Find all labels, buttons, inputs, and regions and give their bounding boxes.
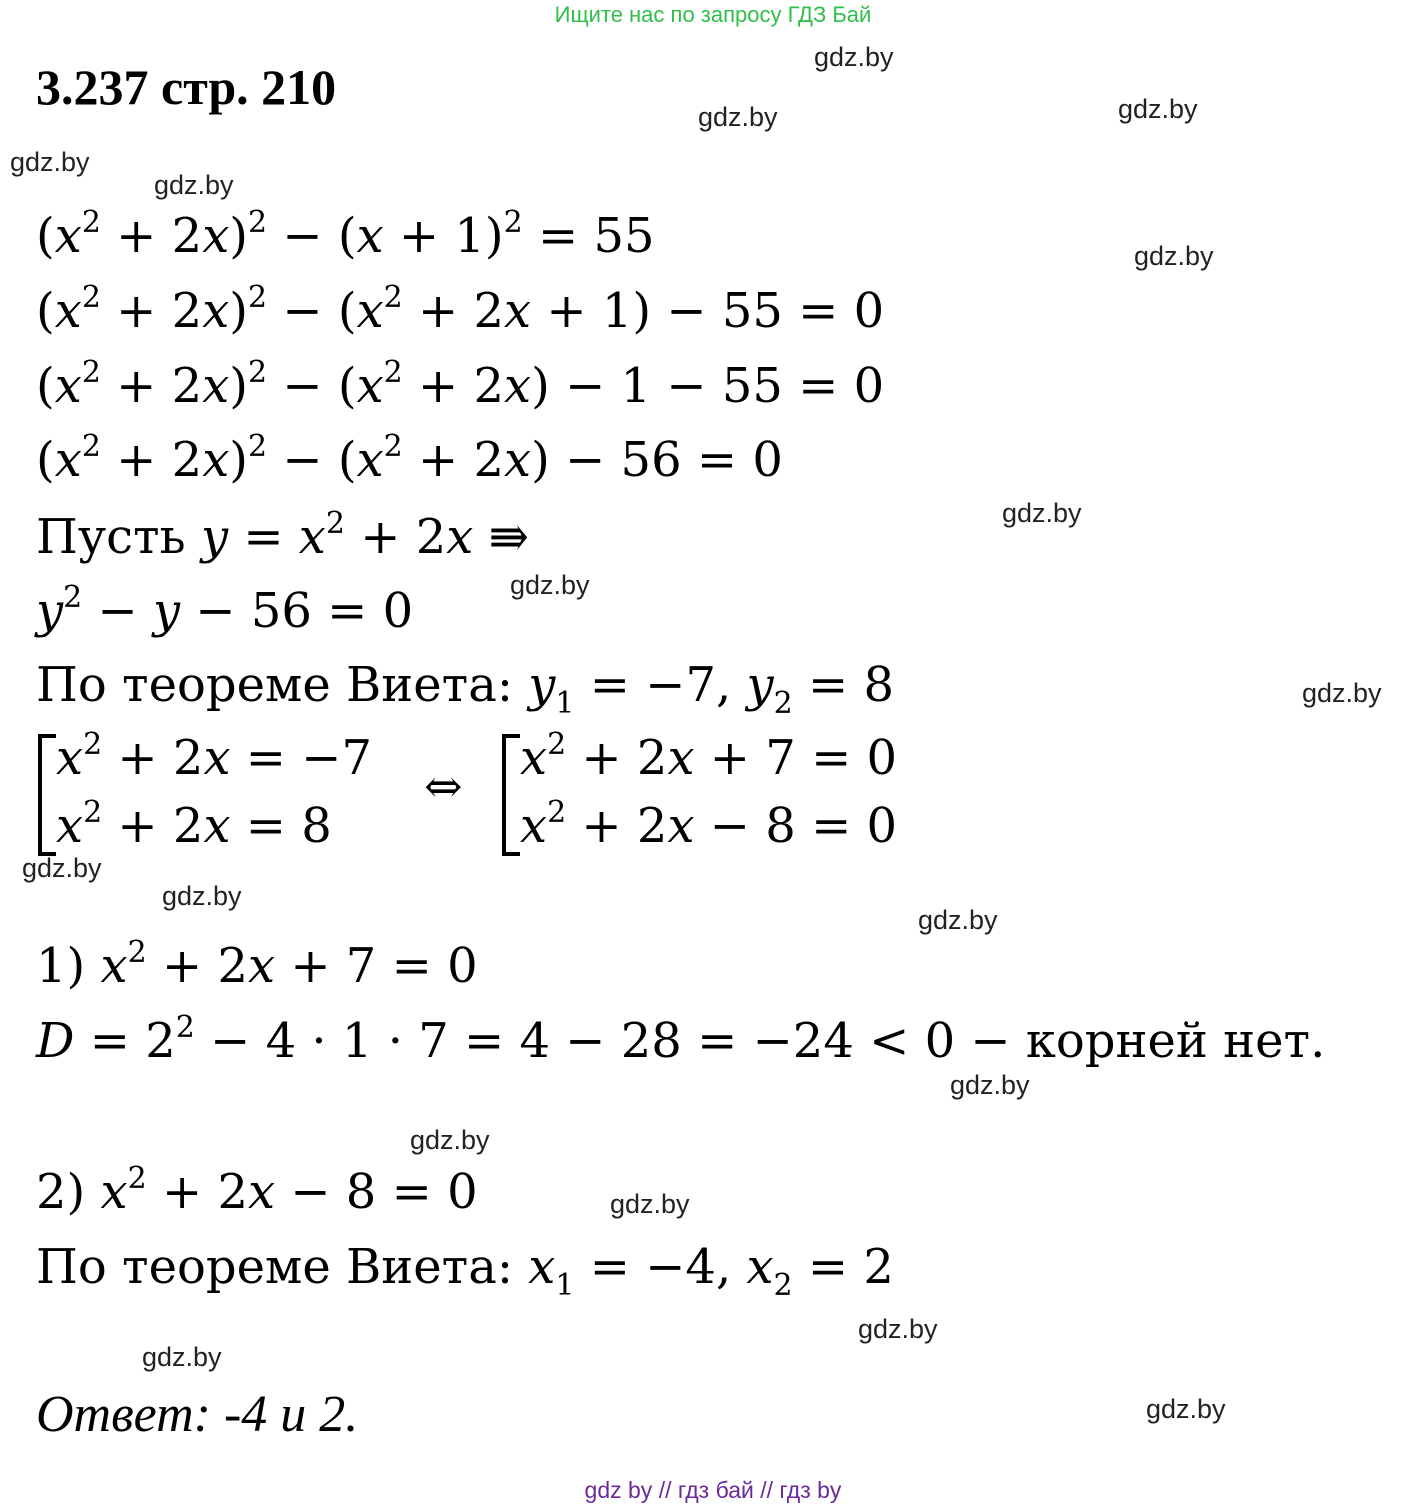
case-1-equation: 1) $x^2 + 2x + 7 = 0$ [36, 935, 478, 994]
answer: Ответ: -4 и 2. [36, 1386, 359, 1443]
left-square-bracket [38, 734, 56, 856]
system-right-top: $x^2 + 2x + 7 = 0$ [520, 727, 898, 786]
vieta-x-line: По теореме Виета: $x_1 = -4$, $x_2 = 2$ [36, 1239, 894, 1303]
watermark: gdz.by [162, 881, 242, 911]
equation-line-1: $(x^2 + 2x)^2 - (x + 1)^2 = 55$ [36, 205, 655, 264]
watermark: gdz.by [1302, 678, 1382, 708]
right-square-bracket [502, 734, 520, 856]
watermark: gdz.by [1002, 498, 1082, 528]
watermark: gdz.by [1134, 241, 1214, 271]
vieta-y-line: По теореме Виета: $y_1 = -7$, $y_2 = 8$ [36, 657, 895, 721]
watermark: gdz.by [1118, 94, 1198, 124]
watermark: gdz.by [154, 170, 234, 200]
watermark: gdz.by [814, 42, 894, 72]
equivalence-icon: ⇔ [424, 759, 463, 813]
substitution-line: Пусть $y = x^2 + 2x$ ⇛ [36, 506, 529, 565]
case-2-equation: 2) $x^2 + 2x - 8 = 0$ [36, 1161, 478, 1220]
system-left-top: $x^2 + 2x = -7$ [56, 727, 373, 786]
watermark: gdz.by [858, 1314, 938, 1344]
watermark: gdz.by [22, 853, 102, 883]
equation-line-3: $(x^2 + 2x)^2 - (x^2 + 2x) - 1 - 55 = 0$ [36, 355, 885, 414]
system-right-bottom: $x^2 + 2x - 8 = 0$ [520, 795, 898, 854]
watermark: gdz.by [142, 1342, 222, 1372]
watermark: gdz.by [698, 102, 778, 132]
watermark: gdz.by [918, 905, 998, 935]
footer-links[interactable]: gdz by // гдз бай // гдз by [584, 1477, 842, 1503]
quadratic-in-y-line: $y^2 - y - 56 = 0$ [36, 580, 414, 639]
watermark: gdz.by [1146, 1394, 1226, 1424]
watermark: gdz.by [410, 1125, 490, 1155]
watermark: gdz.by [10, 147, 90, 177]
search-banner: Ищите нас по запросу ГДЗ Бай [554, 2, 872, 27]
watermark: gdz.by [610, 1189, 690, 1219]
task-title: 3.237 стр. 210 [36, 59, 337, 115]
discriminant-line: $D = 2^2 - 4 \cdot 1 \cdot 7 = 4 - 28 = -24 < 0$ − корней нет. [36, 1010, 1326, 1069]
watermark: gdz.by [950, 1070, 1030, 1100]
equation-line-2: $(x^2 + 2x)^2 - (x^2 + 2x + 1) - 55 = 0$ [36, 280, 885, 339]
equation-line-4: $(x^2 + 2x)^2 - (x^2 + 2x) - 56 = 0$ [36, 429, 783, 488]
watermark: gdz.by [510, 570, 590, 600]
system-left-bottom: $x^2 + 2x = 8$ [56, 795, 332, 854]
